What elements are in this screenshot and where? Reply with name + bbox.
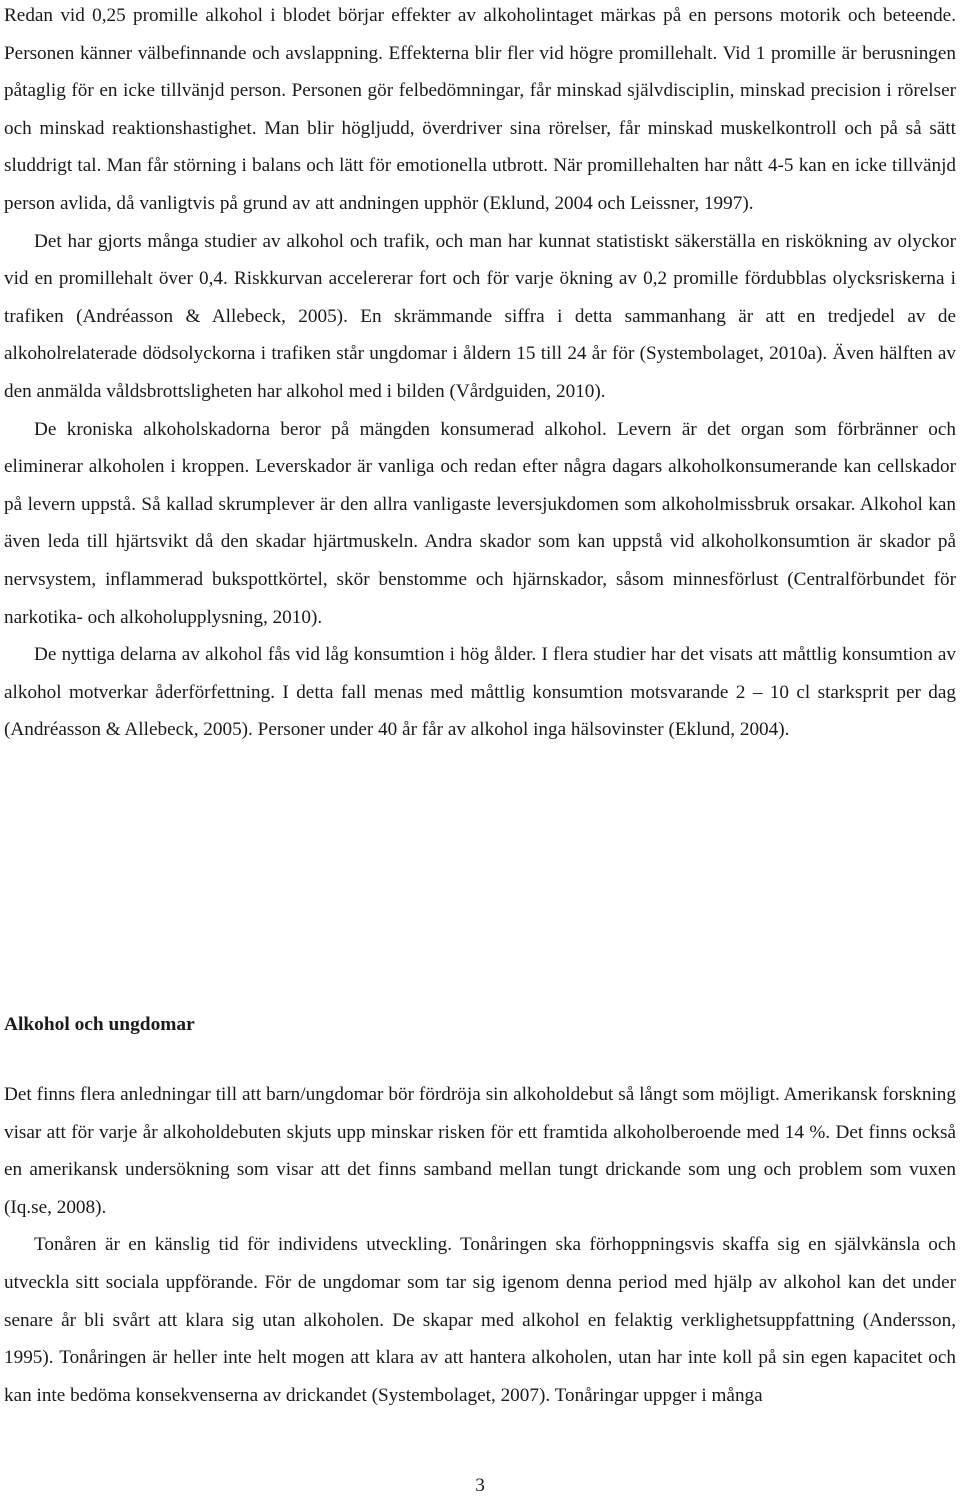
paragraph-chronic-damage: De kroniska alkoholskadorna beror på mängden konsumerad alkohol. Levern är det organ som förbränner och eliminerar alkoholen i kroppen. Leverskador är vanliga och redan efter några dagars alkoholkonsumerande kan cellskador på levern uppstå. Så kallad skrumplever är den allra vanligaste leversjukdomen som alkoholmissbruk orsakar. Alkohol kan även leda till hjärtsvikt då den skadar hjärtmuskeln. Andra skador som kan uppstå vid alkoholkonsumtion är skador på nervsystem, inflammerad bukspottkörtel, skör benstomme och hjärnskador, såsom minnesförlust (Centralförbundet för narkotika- och alkoholupplysning, 2010). — [4, 418, 956, 628]
paragraph-benefits: De nyttiga delarna av alkohol fås vid låg konsumtion i hög ålder. I flera studier har det visats att måttlig konsumtion av alkohol motverkar åderförfettning. I detta fall menas med måttlig konsumtion motsvarande 2 – 10 cl starksprit per dag (Andréasson & Allebeck, 2005). Personer under 40 år får av alkohol inga hälsovinster (Eklund, 2004). — [4, 644, 956, 741]
page-number: 3 — [475, 1475, 485, 1496]
section-heading: Alkohol och ungdomar — [4, 1014, 195, 1035]
paragraph-teen-development: Tonåren är en känslig tid för individens utveckling. Tonåringen ska förhoppningsvis skaffa sig en självkänsla och utveckla sitt sociala uppförande. För de ungdomar som tar sig igenom denna period med hjälp av alkohol kan det under senare år bli svårt att klara sig utan alkoholen. De skapar med alkohol en felaktig verklighetsuppfattning (Andersson, 1995). Tonåringen är heller inte helt mogen att klara av att hantera alkoholen, utan har inte koll på sin egen kapacitet och kan inte bedöma konsekvenserna av drickandet (Systembolaget, 2007). Tonåringar uppger i många — [4, 1234, 956, 1406]
paragraph-traffic: Det har gjorts många studier av alkohol och trafik, och man har kunnat statistiskt säkerställa en riskökning av olyckor vid en promillehalt över 0,4. Riskkurvan accelererar fort och för varje ökning av 0,2 promille fördubblas olycksriskerna i trafiken (Andréasson & Allebeck, 2005). En skrämmande siffra i detta sammanhang är att en tredjedel av de alkoholrelaterade dödsolyckorna i trafiken står ungdomar i åldern 15 till 24 år för (Systembolaget, 2010a). Även hälften av den anmälda våldsbrottsligheten har alkohol med i bilden (Vårdguiden, 2010). — [4, 230, 956, 402]
section-alcohol-youth — [4, 1076, 956, 1414]
paragraph-alcohol-debut: Det finns flera anledningar till att barn/ungdomar bör fördröja sin alkoholdebut så långt som möjligt. Amerikansk forskning visar att för varje år alkoholdebuten skjuts upp minskar risken för ett framtida alkoholberoende med 14 %. Det finns också en amerikansk undersökning som visar att det finns samband mellan tungt drickande som ung och problem som vuxen (Iq.se, 2008). — [4, 1084, 956, 1218]
section-alcohol-effects — [4, 0, 956, 749]
paragraph-promille-effects: Redan vid 0,25 promille alkohol i blodet börjar effekter av alkoholintaget märkas på en persons motorik och beteende. Personen känner välbefinnande och avslappning. Effekterna blir fler vid högre promillehalt. Vid 1 promille är berusningen påtaglig för en icke tillvänjd person. Personen gör felbedömningar, får minskad självdisciplin, minskad precision i rörelser och minskad reaktionshastighet. Man blir högljudd, överdriver sina rörelser, får minskad muskelkontroll och på så sätt sluddrigt tal. Man får störning i balans och lätt för emotionella utbrott. När promillehalten har nått 4-5 kan en icke tillvänjd person avlida, då vanligtvis på grund av att andningen upphör (Eklund, 2004 och Leissner, 1997). — [4, 5, 956, 214]
